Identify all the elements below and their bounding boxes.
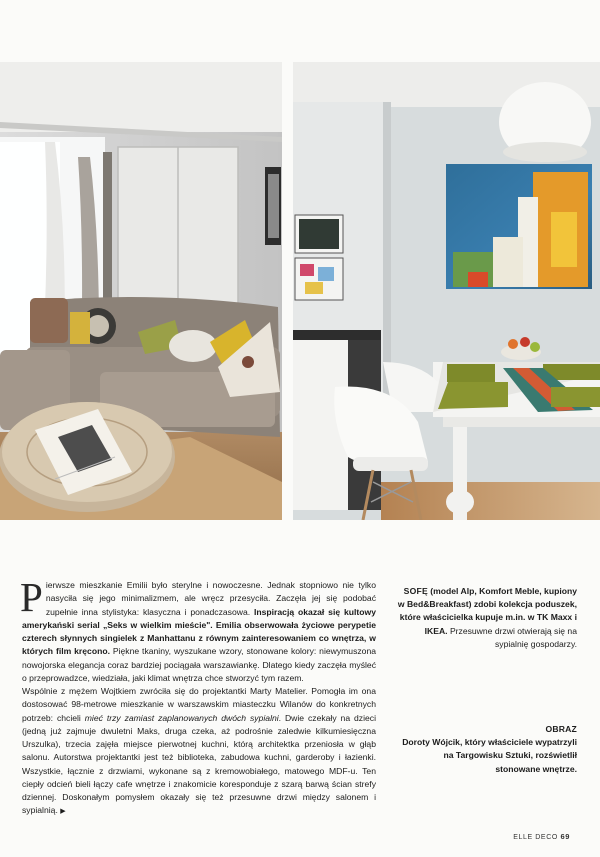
caption-sofa <box>397 585 577 651</box>
caption-painting-heading: OBRAZ <box>545 724 577 734</box>
living-room-photo <box>0 62 282 520</box>
paragraph-2-continuation: . Dwie czekały na dzieci (jedną już zajmuje dwuletni Maks, druga czeka, aż podrośnie zaledwie kilkumiesięczna Urszulka), trzecia zajęła miejsce pierwotnej kuchni, którą architektka przeniosła w głąb salonu. Autorstwa projektantki jest też biblioteka, zabudowa kuchni, garderoby i łazienki. Wszystkie, łącznie z drzwiami, wykonane są z kremowobiałego, matowego MDF-u. Ten ciepły odcień bieli łączy cafe wnętrze i znakomicie koresponduje z szarą barwą ścian strefy dziennej. Doskonałym pomysłem okazały się też przesuwne drzwi między salonem i sypialnią. <box>22 712 376 816</box>
drop-cap: P <box>20 574 43 620</box>
paragraph-1-intro: ierwsze mieszkanie Emilii było sterylne i nowoczesne. Jednak stopniowo nie tylko nasyciła się jego minimalizmem, ale wręcz przesyciła. Zaczęła jej się podobać zupełnie inna stylistyka: klasyczna i ponadczasowa. <box>45 580 376 617</box>
paragraph-2-italic: mieć trzy zamiast zaplanowanych dwóch sypialni <box>84 712 279 723</box>
caption-painting-text: Doroty Wójcik, który właściciele wypatrzyli na Targowisku Sztuki, rozświetlił stonowane wnętrze. <box>402 737 577 774</box>
living-room-illustration <box>0 62 282 520</box>
dining-room-illustration <box>293 62 600 520</box>
paragraph-1-highlight: Inspiracją okazał się kultowy amerykański serial „Seks w wielkim mieście". Emilia obserwowała życiowe perypetie czterech słynnych singielek z Manhattanu z równym zainteresowaniem co wnętrza, w których film kręcono. <box>22 606 376 657</box>
end-arrow-icon: ▶ <box>60 808 66 816</box>
caption-painting <box>397 723 577 776</box>
dining-room-photo <box>293 62 600 520</box>
magazine-name: ELLE DECO <box>513 834 558 841</box>
article-paragraph-1 <box>20 574 377 685</box>
article-paragraph-2 <box>22 685 376 819</box>
paragraph-1-continuation: Piękne tkaniny, wyszukane wzory, stonowane kolory: niewymuszona nowojorska elegancja coraz bardziej pociągała warszawiankę. Dlatego kiedy zaczęła myśleć o przeprowadzce, wiedziała, jaki klimat wnętrza chce stworzyć tym razem. <box>22 646 377 683</box>
caption-sofa-text: (model Alp, Komfort Meble, kupiony w Bed&Breakfast) zdobi kolekcja poduszek, które właścicielka kupuje m.in. w TK Maxx i IKEA. <box>397 586 577 636</box>
page-folio <box>513 832 570 841</box>
paragraph-2-intro: Wspólnie z mężem Wojtkiem zwróciła się do projektantki Marty Matelier. Pomogła im ona dostosować 98-metrowe mieszkanie w warszawskim miasteczku Wilanów do konkretnych potrzeb: chcieli <box>22 686 376 723</box>
article-body <box>20 574 377 819</box>
page-number: 69 <box>560 832 570 841</box>
caption-sofa-heading: SOFĘ <box>403 586 428 596</box>
caption-sofa-extra: Przesuwne drzwi otwierają się na sypialnię gospodarzy. <box>449 625 577 649</box>
